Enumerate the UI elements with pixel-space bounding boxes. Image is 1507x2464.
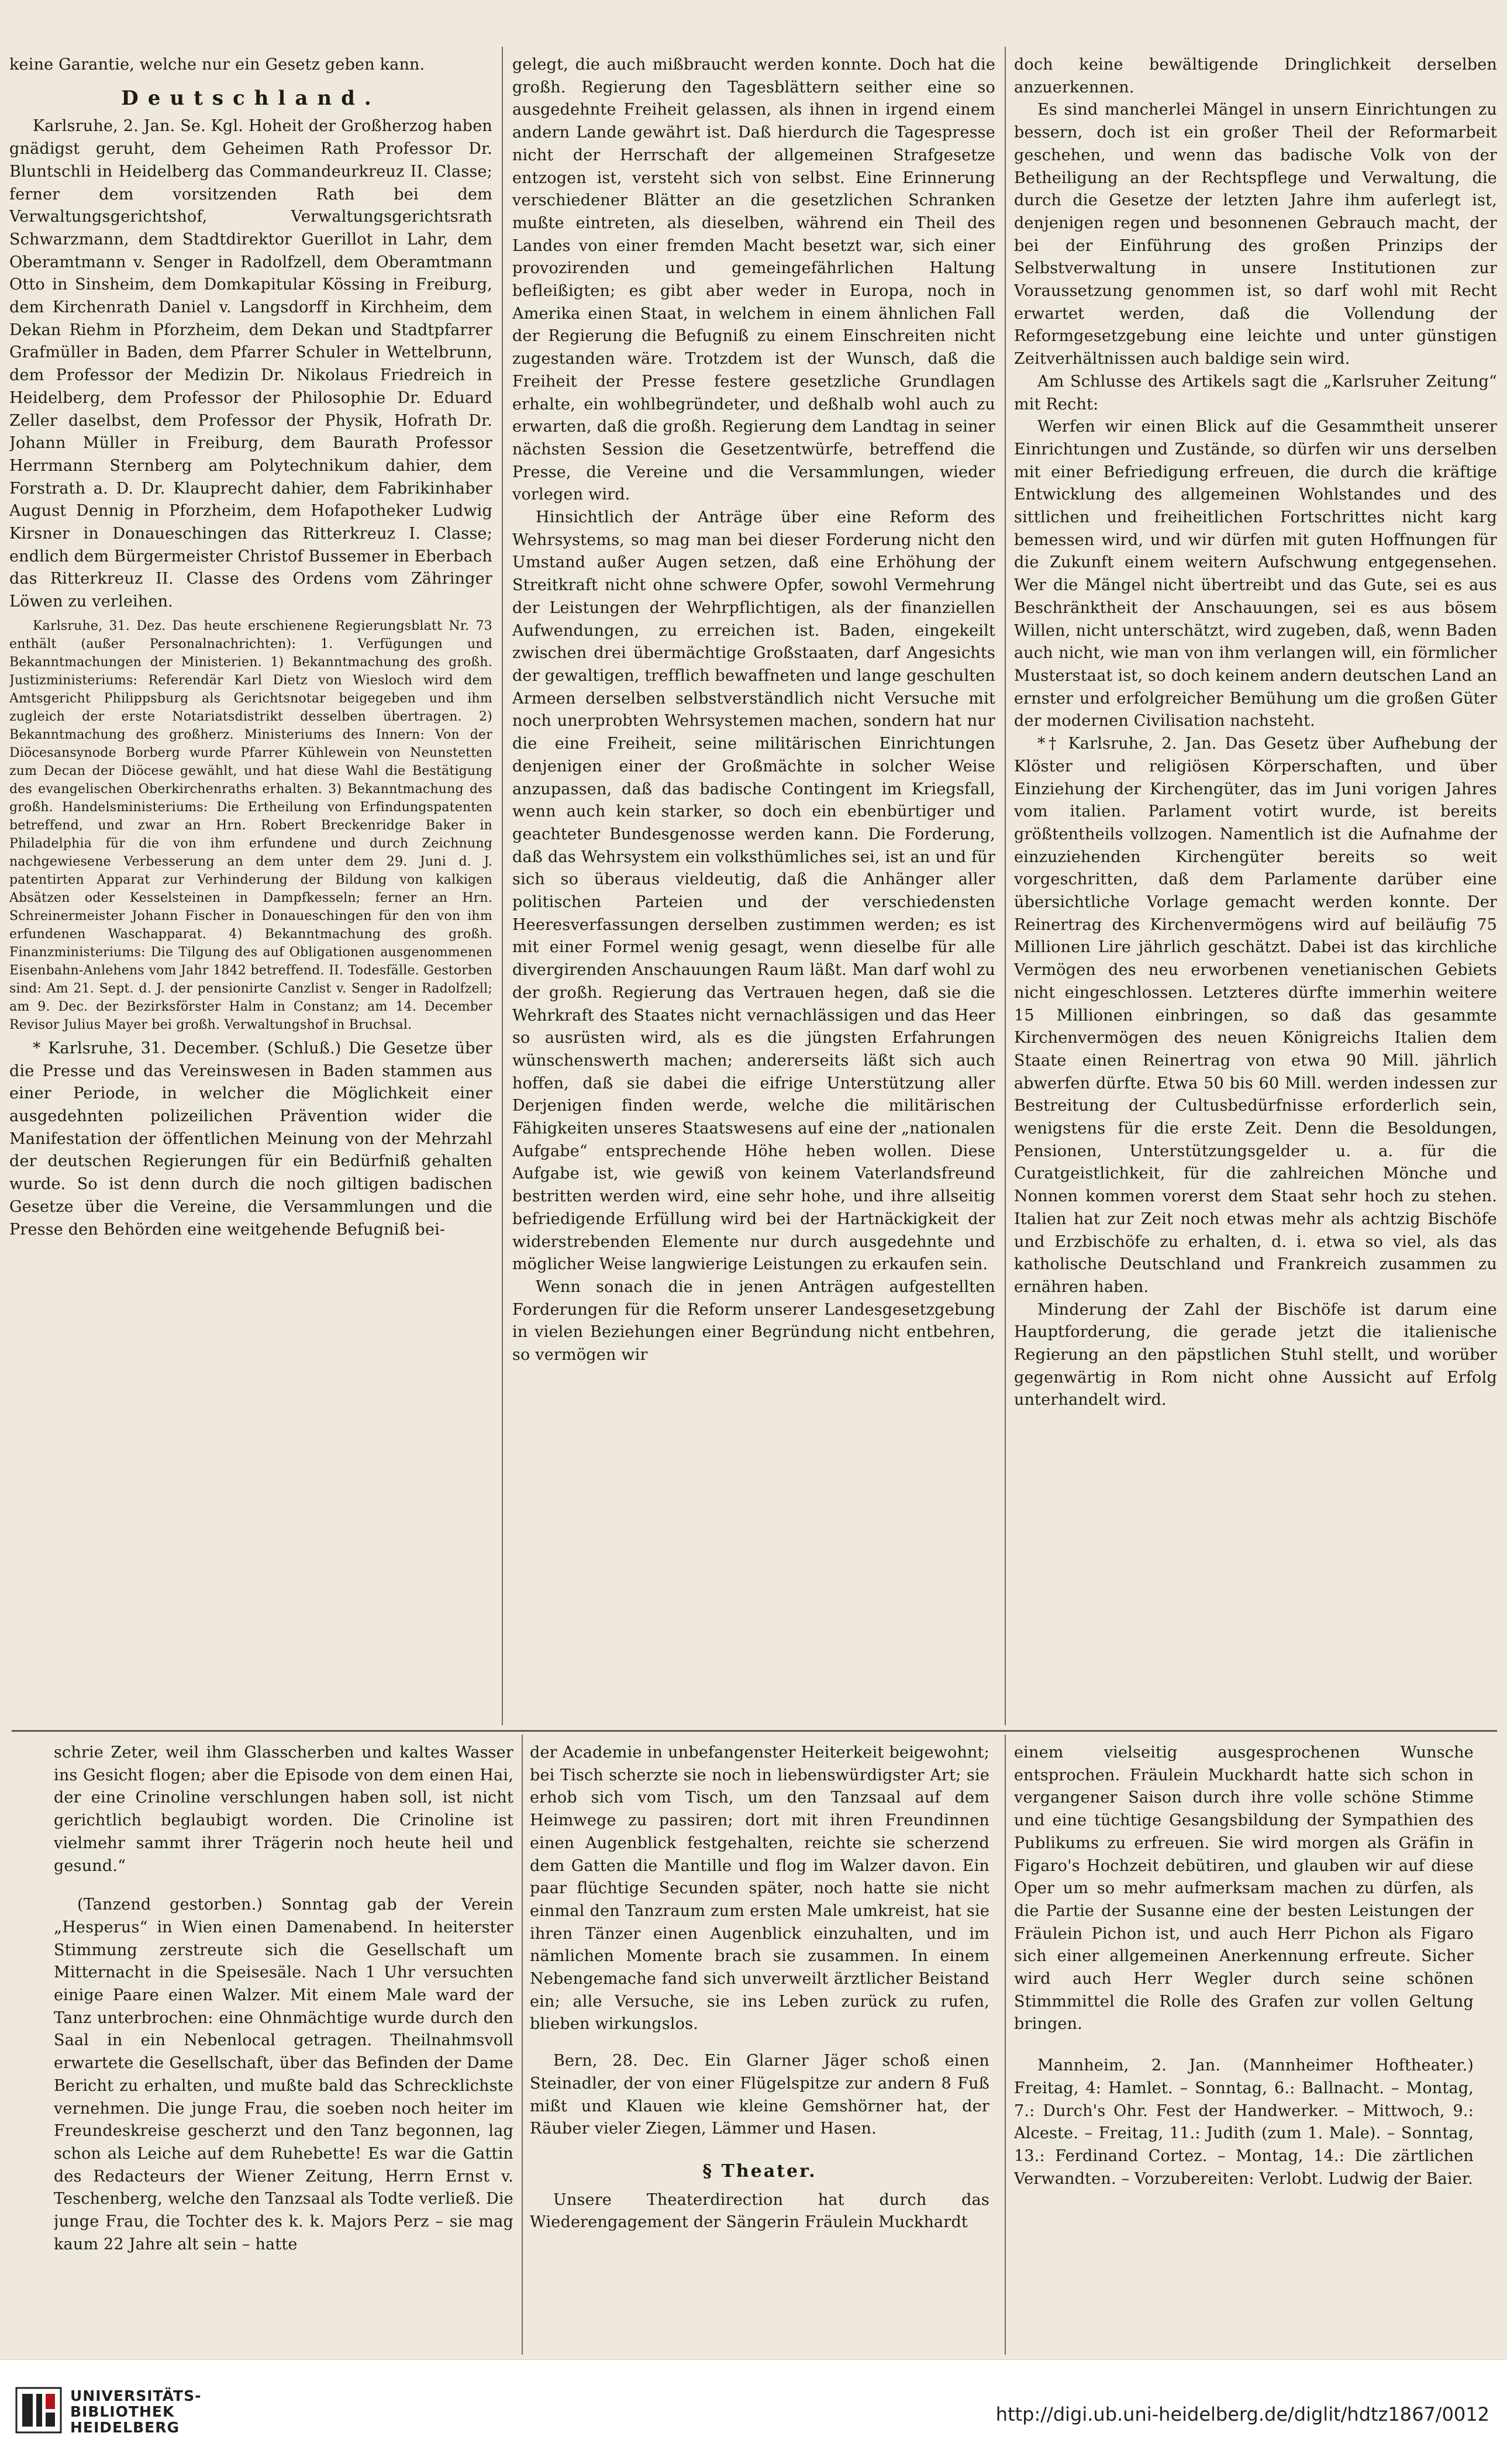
lower-column-rule-2: [1005, 1735, 1006, 2355]
library-name-line-3: HEIDELBERG: [70, 2419, 180, 2436]
library-name-line-1: UNIVERSITÄTS-: [70, 2387, 202, 2404]
article-karlsruhe-awards: Karlsruhe, 2. Jan. Se. Kgl. Hoheit der Großherzog haben gnädigst geruht, dem Geheimen Rath Professor Dr. Bluntschli in Heidelberg das Commandeurkreuz II. Classe; ferner dem vorsitzenden Rath bei dem Verwaltungsgerichtshof, Verwaltungsgerichtsrath Schwarzmann, dem Stadtdirektor Guerillot in Lahr, dem Oberamtmann v. Senger in Radolfzell, dem Oberamtmann Otto in Sinsheim, dem Domkapitular Kössing in Freiburg, dem Kirchenrath Daniel v. Langsdorff in Kirchheim, dem Dekan Riehm in Pforzheim, dem Dekan und Stadtpfarrer Grafmüller in Baden, dem Pfarrer Schuler in Wettelbrunn, dem Professor der Medizin Dr. Nikolaus Friedreich in Heidelberg, dem Professor der Philosophie Dr. Eduard Zeller daselbst, dem Professor der Physik, Hofrath Dr. Johann Müller in Freiburg, dem Baurath Professor Herrmann Sternberg am Polytechnikum dahier, dem Forstrath a. D. Dr. Klauprecht dahier, dem Fabrikinhaber August Dennig in Pforzheim, dem Hofapotheker Ludwig Kirsner in Donaueschingen das Ritterkreuz I. Classe; endlich dem Bürgermeister Christof Bussemer in Eberbach das Ritterkreuz II. Classe des Ordens vom Zähringer Löwen zu verleihen.: [9, 117, 492, 611]
column-2-text-3: Wenn sonach die in jenen Anträgen aufgestellten Forderungen für die Reform unserer Landesgesetzgebung in vielen Beziehungen einer Begründung nicht entbehren, so vermögen wir: [512, 1277, 995, 1364]
source-url-link[interactable]: http://digi.ub.uni-heidelberg.de/diglit/hdtz1867/0012: [995, 2403, 1489, 2425]
article-bern-eagle: Bern, 28. Dec. Ein Glarner Jäger schoß einen Steinadler, der von einer Flügelspitze zur andern 8 Fuß mißt und Klauen wie kleine Gemshörner hat, der Räuber vieler Ziegen, Lämmer und Hasen.: [530, 2052, 989, 2138]
lower-column-rule-1: [522, 1735, 523, 2355]
column-3: [1014, 54, 1497, 1719]
university-library-logo-icon: [15, 2387, 62, 2434]
column-rule-2: [1005, 47, 1006, 1725]
theater-heading: § Theater.: [702, 2160, 817, 2182]
column-2-text-1: gelegt, die auch mißbraucht werden konnte. Doch hat die großh. Regierung den Tagesblättern seither eine so ausgedehnte Freiheit gelassen, als ihnen in irgend einem andern Lande gewährt ist. Daß hierdurch die Tagespresse nicht der Herrschaft der allgemeinen Strafgesetze entzogen ist, versteht sich von selbst. Eine Erinnerung verschiedener Blätter an die gesetzlichen Schranken mußte eintreten, als dieselben, während ein Theil des Landes von einer fremden Macht besetzt war, sich einer provozirenden und gemeingefährlichen Haltung befleißigten; es gibt aber weder in Europa, noch in Amerika einen Staat, in welchem in einem ähnlichen Fall der Regierung die Befugniß zu einem Einschreiten nicht zugestanden wäre. Trotzdem ist der Wunsch, daß die Freiheit der Presse festere gesetzliche Grundlagen erhalte, ein wohlbegründeter, und deßhalb wohl auch zu erwarten, daß die großh. Regierung dem Landtag in seiner nächsten Session die Gesetzentwürfe, betreffend die Presse, die Vereine und die Versammlungen, wieder vorlegen wird.: [512, 56, 995, 504]
lower-column-3: [1014, 1742, 1474, 2350]
lower-column-2: [530, 1742, 989, 2350]
column-3-text-1: doch keine bewältigende Dringlichkeit derselben anzuerkennen.: [1014, 56, 1497, 97]
lower-column-2-text-1: der Academie in unbefangenster Heiterkeit beigewohnt; bei Tisch scherzte sie noch in liebenswürdigster Art; sie erhob sich vom Tisch, um den Tanzsaal auf dem Heimwege zu passiren; dort mit ihren Freundinnen einen Augenblick festgehalten, reichte sie scherzend dem Gatten die Mantille und flog im Walzer davon. Ein paar flüchtige Secunden später, noch hatte sie nicht einmal den Tanzraum zum ersten Male umkreist, hat sie ihren Tänzer einen Augenblick einzuhalten, und im nämlichen Momente brach sie zusammen. In einem Nebengemache fand sich unverweilt ärztlicher Beistand ein; alle Versuche, sie ins Leben zurück zu rufen, blieben wirkungslos.: [530, 1743, 989, 2034]
column-3-text-3: Am Schlusse des Artikels sagt die „Karlsruher Zeitung“ mit Recht:: [1014, 372, 1497, 413]
column-rule-1: [502, 47, 503, 1725]
column-2-text-2: Hinsichtlich der Anträge über eine Reform des Wehrsystems, so mag man bei dieser Forderung nicht den Umstand außer Augen setzen, daß eine Erhöhung der Streitkraft nicht ohne schwere Opfer, sowohl Vermehrung der Leistungen der Wehrpflichtigen, als der finanziellen Aufwendungen, zu erreichen ist. Baden, eingekeilt zwischen drei übermächtige Großstaaten, darf Angesichts der gewaltigen, trefflich bewaffneten und lange geschulten Armeen derselben selbstverständlich nicht Versuche mit noch unerprobten Wehrsystemen machen, sondern hat nur die eine Freiheit, seine militärischen Einrichtungen denjenigen einer der Großmächte in solcher Weise anzupassen, daß das badische Contingent im Kriegsfall, wenn auch kein starker, so doch ein ebenbürtiger und geachteter Bundesgenosse werden kann. Die Forderung, daß das Wehrsystem ein volksthümliches sei, ist an und für sich so überaus vieldeutig, daß die Anhänger aller politischen Parteien und der verschiedensten Heeresverfassungen derselben zustimmen werden; es ist mit einer Formel wenig gesagt, wenn dieselbe für alle divergirenden Anschauungen Raum läßt. Man darf wohl zu der großh. Regierung das Vertrauen hegen, daß sie die Wehrkraft des Staates nicht vernachlässigen und das Heer so ausrüsten wird, als es die jüngsten Erfahrungen wünschenswerth machen; andererseits läßt sich auch hoffen, daß sie dabei die eifrige Unterstützung aller Derjenigen finden werde, welche die militärischen Fähigkeiten unseres Staatswesens auf eine der „nationalen Aufgabe“ entsprechende Höhe heben wollen. Diese Aufgabe ist, wie gewiß von keinem Vaterlandsfreund bestritten werden wird, eine sehr hohe, und ihre allseitig befriedigende Erfüllung wird bei der Hartnäckigkeit der widerstrebenden Elemente nur durch ausgedehnte und möglicher Weise langwierige Leistungen zu erkaufen sein.: [512, 508, 995, 1274]
section-divider: [12, 1730, 1497, 1732]
library-name-line-2: BIBLIOTHEK: [70, 2403, 175, 2420]
column-1: [9, 54, 492, 1719]
article-italy-church-property: *† Karlsruhe, 2. Jan. Das Gesetz über Aufhebung der Klöster und religiösen Körperschaften, und über Einziehung der Kirchengüter, das im Juni vorigen Jahres vom italien. Parlament votirt wurde, ist bereits größtentheils vollzogen. Namentlich ist die Aufnahme der einzuziehenden Kirchengüter bereits so weit vorgeschritten, daß dem Parlamente darüber eine übersichtliche Vorlage gemacht werden konnte. Der Reinertrag des Kirchenvermögens wird auf beiläufig 75 Millionen Lire jährlich geschätzt. Dabei ist das kirchliche Vermögen des neu erworbenen venetianischen Gebiets nicht eingeschlossen. Letzteres dürfte immerhin weitere 15 Millionen einbringen, so daß das gesammte Kirchenvermögen des neuen Königreichs Italien dem Staate einen Reinertrag von etwa 90 Mill. jährlich abwerfen dürfte. Etwa 50 bis 60 Mill. werden indessen zur Bestreitung der Cultusbedürfnisse erforderlich sein, wenigstens für die erste Zeit. Denn die Besoldungen, Pensionen, Unterstützungsgelder u. a. für die Curatgeistlichkeit, für die zahlreichen Mönche und Nonnen kommen vorerst dem Staat sehr hoch zu stehen. Italien hat zur Zeit noch etwas mehr als achtzig Bischöfe und Erzbischöfe zu erhalten, d. i. etwa so viel, als das katholische Deutschland und Frankreich zusammen zu ernähren haben.: [1014, 735, 1497, 1296]
article-mannheim-theater: Mannheim, 2. Jan. (Mannheimer Hoftheater.) Freitag, 4: Hamlet. – Sonntag, 6.: Ballnacht. – Montag, 7.: Durch's Ohr. Fest der Handwerker. – Mittwoch, 9.: Alceste. – Freitag, 11.: Judith (zum 1. Male). – Sonntag, 13.: Ferdinand Cortez. – Montag, 14.: Die zärtlichen Verwandten. – Vorzubereiten: Verlobt. Ludwig der Baier.: [1014, 2056, 1474, 2188]
library-name: [70, 2388, 201, 2435]
section-heading: Deutschland.: [121, 86, 381, 110]
column-3-text-2: Es sind mancherlei Mängel in unsern Einrichtungen zu bessern, doch ist ein großer Theil der Reformarbeit geschehen, und wenn das badische Volk von der Betheiligung an der Rechtspflege und Verwaltung, die durch die Gesetze der letzten Jahre ihm auferlegt ist, denjenigen regen und besonnenen Gebrauch macht, der bei der Einführung des großen Prinzips der Selbstverwaltung in unsere Institutionen zur Voraussetzung genommen ist, so darf wohl mit Recht erwartet werden, daß die Vollendung der Reformgesetzgebung eine leichte und unter günstigen Zeitverhältnissen auch baldige sein wird.: [1014, 101, 1497, 368]
lower-column-1-text-1: schrie Zeter, weil ihm Glasscherben und kaltes Wasser ins Gesicht flogen; aber die Episode von dem einen Hai, der eine Crinoline verschlungen haben soll, ist nicht gerichtlich beglaubigt worden. Die Crinoline ist vielmehr sammt ihrer Trägerin noch heute heil und gesund.“: [54, 1743, 513, 1875]
article-karlsruhe-press: * Karlsruhe, 31. December. (Schluß.) Die Gesetze über die Presse und das Vereinswesen in Baden stammen aus einer Periode, in welcher die Möglichkeit einer ausgedehnten polizeilichen Prävention wider die Manifestation der öffentlichen Meinung von der Mehrzahl der deutschen Regierungen für ein Bedürfniß gehalten wurde. So ist denn durch die noch giltigen badischen Gesetze über die Vereine, die Versammlungen und die Presse den Behörden eine weitgehende Befugniß bei-: [9, 1039, 492, 1239]
article-tanzend-gestorben: (Tanzend gestorben.) Sonntag gab der Verein „Hesperus“ in Wien einen Damenabend. In heiterster Stimmung zerstreute sich die Gesellschaft um Mitternacht in die Speisesäle. Nach 1 Uhr versuchten einige Paare einen Walzer. Mit einem Male ward der Tanz unterbrochen: eine Ohnmächtige wurde durch den Saal in ein Nebenlocal getragen. Theilnahmsvoll erwartete die Gesellschaft, über das Befinden der Dame Bericht zu erhalten, und mußte bald das Schrecklichste vernehmen. Die junge Frau, die soeben noch heiter im Freundeskreise gescherzt und den Tanz begonnen, lag schon als Leiche auf dem Ruhebette! Es war die Gattin des Redacteurs der Wiener Zeitung, Herrn Ernst v. Teschenberg, welche den Tanzsaal als Todte verließ. Die junge Frau, die Tochter des k. k. Majors Perz – sie mag kaum 22 Jahre alt sein – hatte: [54, 1896, 513, 2253]
lower-column-2-text-3: Unsere Theaterdirection hat durch das Wiederengagement der Sängerin Fräulein Muckhardt: [530, 2190, 989, 2232]
column-3-text-4: Werfen wir einen Blick auf die Gesammtheit unserer Einrichtungen und Zustände, so dürfen wir uns derselben mit einer Befriedigung erfreuen, die durch die kräftige Entwicklung des allgemeinen Wohlstandes und des sittlichen und freiheitlichen Fortschrittes nicht karg bemessen wird, und wir dürfen mit guten Hoffnungen für die Zukunft einem weitern Aufschwung entgegensehen. Wer die Mängel nicht übertreibt und das Gute, sei es aus Beschränktheit der Anschauungen, sei es aus bösem Willen, nicht unterschätzt, wird zugeben, daß, wenn Baden auch nicht, wie man von ihm verlangen will, ein förmlicher Musterstaat ist, so doch keinem andern deutschen Land an ernster und erfolgreicher Bemühung um die großen Güter der modernen Civilisation nachsteht.: [1014, 418, 1497, 730]
column-3-text-6: Minderung der Zahl der Bischöfe ist darum eine Hauptforderung, die gerade jetzt die italienische Regierung an den päpstlichen Stuhl stellt, und worüber gegenwärtig in Rom nicht ohne Aussicht auf Erfolg unterhandelt wird.: [1014, 1300, 1497, 1410]
column-2: [512, 54, 995, 1719]
article-regierungsblatt: Karlsruhe, 31. Dez. Das heute erschienene Regierungsblatt Nr. 73 enthält (außer Personalnachrichten): 1. Verfügungen und Bekanntmachungen der Ministerien. 1) Bekanntmachung des großh. Justizministeriums: Referendär Karl Dietz von Wiesloch wird dem Amtsgericht Philippsburg als Gerichtsnotar beigegeben und ihm zugleich der erste Notariatsdistrikt desselben übertragen. 2) Bekanntmachung des großherz. Ministeriums des Innern: Von der Diöcesansynode Borberg wurde Pfarrer Kühlewein von Neunstetten zum Decan der Diöcese gewählt, und hat diese Wahl die Bestätigung des evangelischen Oberkirchenraths erhalten. 3) Bekanntmachung des großh. Handelsministeriums: Die Ertheilung von Erfindungspatenten betreffend, und zwar an Hrn. Robert Breckenridge Baker in Philadelphia für die von ihm erfundene und durch Zeichnung nachgewiesene Verbesserung an dem unter dem 29. Juni d. J. patentirten Apparat zur Verhinderung der Bildung von kalkigen Absätzen oder Kesselsteinen in Dampfkesseln; ferner an Hrn. Schreinermeister Johann Fischer in Donaueschingen für den von ihm erfundenen Waschapparat. 4) Bekanntmachung des großh. Finanzministeriums: Die Tilgung des auf Obligationen ausgenommenen Eisenbahn-Anlehens vom Jahr 1842 betreffend. II. Todesfälle. Gestorben sind: Am 21. Sept. d. J. der pensionirte Canzlist v. Senger in Radolfzell; am 9. Dec. der Bezirksförster Halm in Constanz; am 14. December Revisor Julius Mayer bei großh. Verwaltungshof in Bruchsal.: [9, 618, 492, 1032]
lower-column-1: [54, 1742, 513, 2350]
footer-bar: [0, 2359, 1507, 2464]
lower-column-3-text-1: einem vielseitig ausgesprochenen Wunsche entsprochen. Fräulein Muckhardt hatte sich schon in vergangener Saison durch ihre volle schöne Stimme und eine tüchtige Gesangsbildung der Sympathien des Publikums zu erfreuen. Sie wird morgen als Gräfin in Figaro's Hochzeit debütiren, und glauben wir auf diese Oper um so mehr aufmerksam machen zu dürfen, als die Partie der Susanne eine der besten Leistungen der Fräulein Pichon ist, und auch Herr Pichon als Figaro sich einer allgemeinen Anerkennung erfreute. Sicher wird auch Herr Wegler durch seine schönen Stimmmittel die Rolle des Grafen zur vollen Geltung bringen.: [1014, 1743, 1474, 2034]
column-1-intro: keine Garantie, welche nur ein Gesetz geben kann.: [9, 56, 425, 74]
